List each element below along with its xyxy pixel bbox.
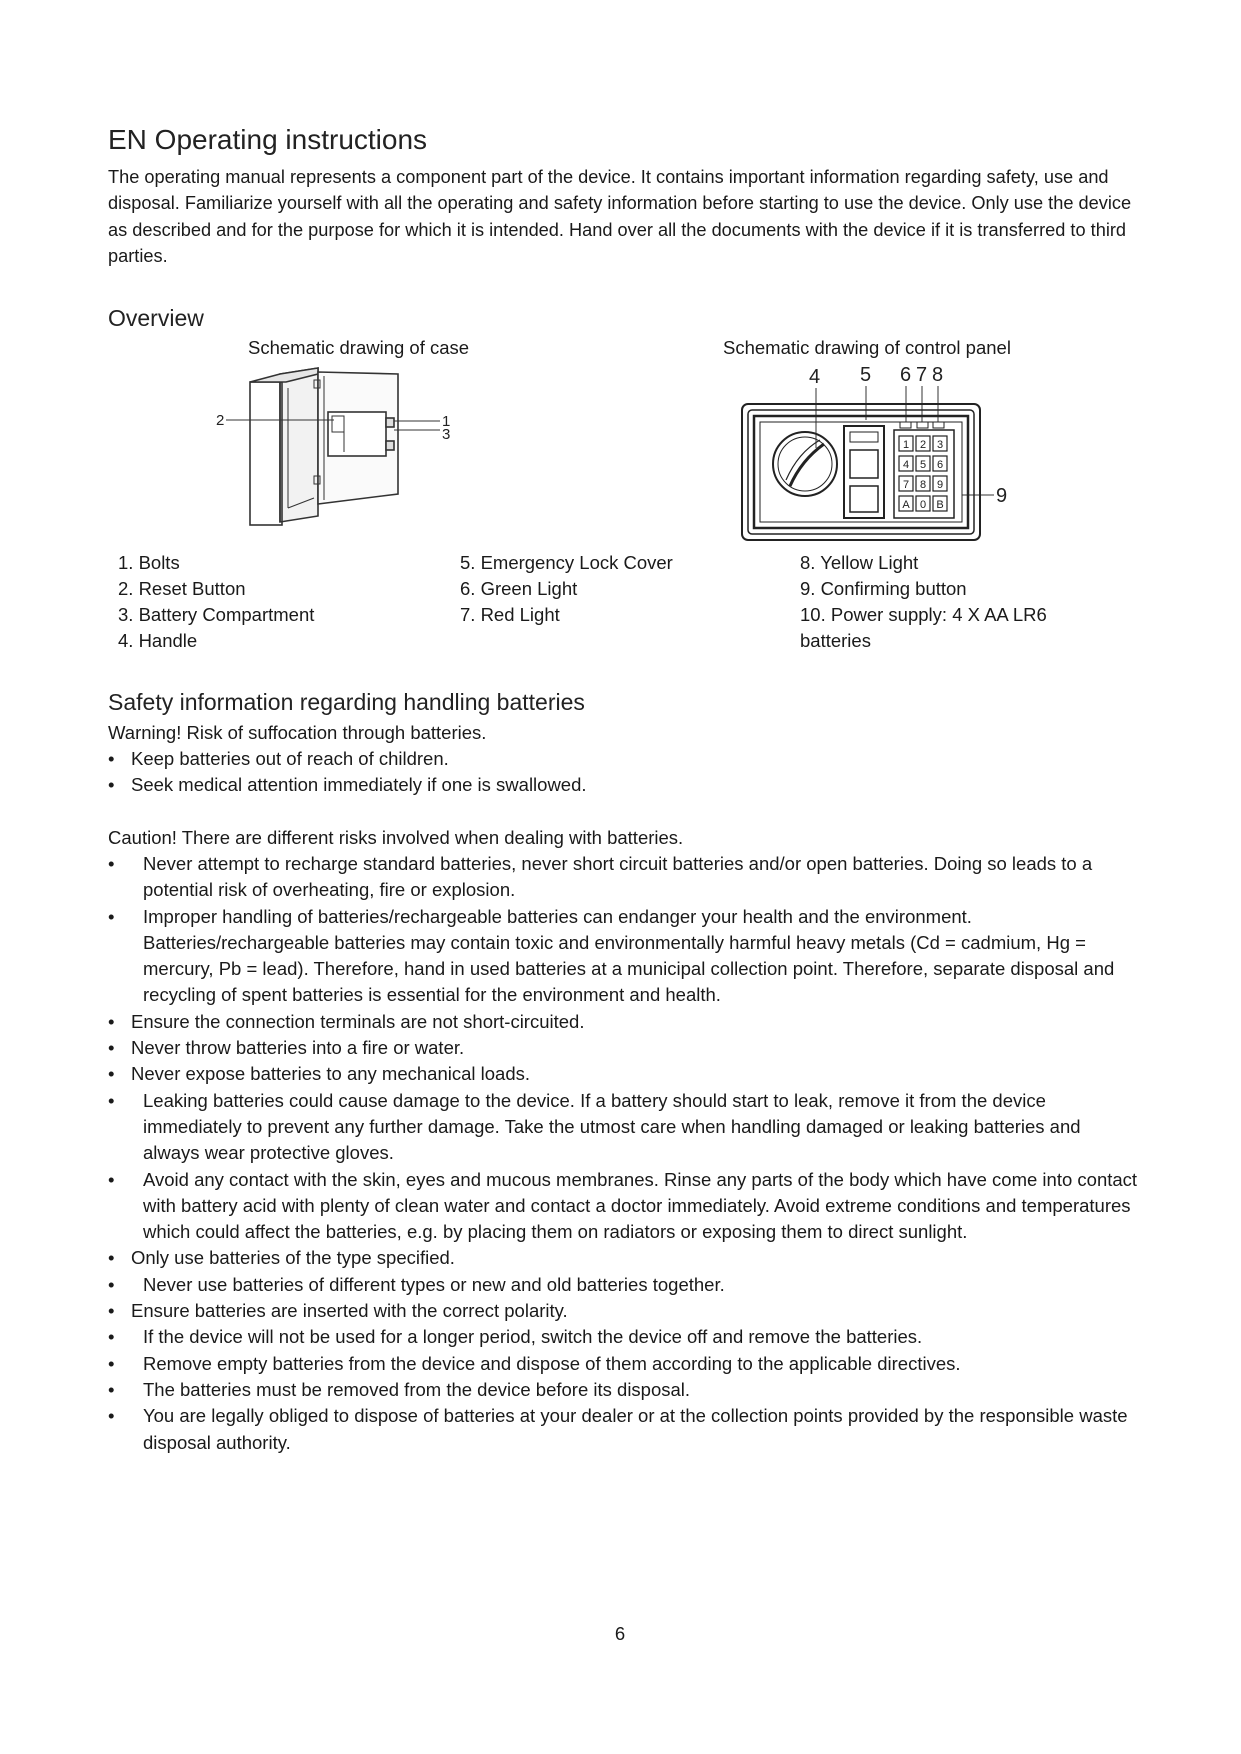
callout-6: 6: [900, 364, 912, 386]
keypad-key-label: 9: [936, 479, 944, 491]
legend-column-1: [118, 550, 314, 654]
keypad-key-label: 1: [902, 439, 910, 451]
list-item: • Seek medical attention immediately if one is swallowed.: [108, 774, 587, 796]
list-item: • Never attempt to recharge standard batteries, never short circuit batteries and/or open batteries. Doing so leads to a potential risk of overheating, fire or explosion.: [108, 853, 1093, 901]
legend-item-handle: 4. Handle: [118, 630, 198, 651]
keypad-key-label: 6: [936, 459, 944, 471]
control-panel-drawing: [740, 358, 1020, 548]
legend-item-reset-button: 2. Reset Button: [118, 578, 246, 599]
list-item: • If the device will not be used for a longer period, switch the device off and remove the batteries.: [108, 1326, 923, 1348]
list-item: • Improper handling of batteries/rechargeable batteries can endanger your health and the environment. Batteries/rechargeable batteries may contain toxic and environmentally harmful heavy metals (Cd = cadmium, Hg = mercury, Pb = lead). Therefore, hand in used batteries at a municipal collection point. Therefore, separate disposal and recycling of spent batteries is essential for the environment and health.: [108, 905, 1115, 1006]
legend-item-yellow-light: 8. Yellow Light: [800, 552, 919, 573]
keypad-key-label: 5: [919, 459, 927, 471]
list-item: • The batteries must be removed from the device before its disposal.: [108, 1378, 691, 1400]
legend-column-3: [800, 550, 1047, 654]
list-item: • Only use batteries of the type specified.: [108, 1247, 455, 1269]
keypad-key-label: 8: [919, 479, 927, 491]
callout-8: 8: [932, 364, 944, 386]
legend-item-red-light: 7. Red Light: [460, 604, 560, 625]
list-item: • Never throw batteries into a fire or water.: [108, 1037, 465, 1059]
control-panel-caption: Schematic drawing of control panel: [723, 337, 1011, 358]
keypad: [899, 436, 947, 511]
callout-7: 7: [916, 364, 928, 386]
list-item: • Never use batteries of different types or new and old batteries together.: [108, 1273, 725, 1295]
list-item: • Leaking batteries could cause damage to the device. If a battery should start to leak, remove it from the device immediately to prevent any further damage. Take the utmost care when handling damaged or leaking batteries and always wear protective gloves.: [108, 1089, 1081, 1164]
intro-paragraph: The operating manual represents a component part of the device. It contains important information regarding safety, use and disposal. Familiarize yourself with all the operating and safety information before starting to use the device. Only use the device as described and for the purpose for which it is intended. Hand over all the documents with the device if it is transferred to third parties.: [108, 167, 1132, 267]
list-item: • Keep batteries out of reach of children.: [108, 748, 449, 769]
callout-2: 2: [216, 412, 225, 429]
keypad-key-label: 7: [902, 479, 910, 491]
legend-item-emergency-lock-cover: 5. Emergency Lock Cover: [460, 552, 673, 573]
callout-9: 9: [996, 485, 1008, 507]
legend-item-confirming-button: 9. Confirming button: [800, 578, 967, 599]
keypad-key-label: 0: [919, 499, 927, 511]
list-item: • Ensure batteries are inserted with the correct polarity.: [108, 1300, 568, 1322]
keypad-key-label: 3: [936, 439, 944, 451]
page-number: 6: [614, 1623, 626, 1644]
list-item: • Ensure the connection terminals are not short-circuited.: [108, 1010, 585, 1032]
warning-list: [108, 746, 1138, 799]
case-drawing-caption: Schematic drawing of case: [248, 337, 470, 358]
keypad-key-label: B: [936, 499, 944, 511]
caution-line: Caution! There are different risks involved when dealing with batteries.: [108, 827, 684, 848]
keypad-key-label: A: [902, 499, 910, 511]
keypad-key-label: 2: [919, 439, 927, 451]
callout-3: 3: [442, 426, 451, 443]
callout-4: 4: [809, 366, 821, 388]
callout-1: 1: [442, 413, 451, 430]
legend-item-bolts: 1. Bolts: [118, 552, 180, 573]
legend-item-power-supply: 10. Power supply: 4 X AA LR6: [800, 604, 1047, 625]
safe-case-drawing: [216, 368, 528, 533]
list-item: • Avoid any contact with the skin, eyes and mucous membranes. Rinse any parts of the body which have come into contact with battery acid with plenty of clean water and contact a doctor immediately. Avoid extreme conditions and temperatures which could affect the batteries, e.g. by placing them on radiators or exposing them to direct sunlight.: [108, 1168, 1138, 1243]
overview-heading: Overview: [108, 305, 204, 331]
legend-item-power-supply-cont: batteries: [800, 630, 871, 651]
callout-5: 5: [860, 364, 872, 386]
page-title: EN Operating instructions: [108, 124, 428, 155]
caution-list: [108, 851, 1138, 1456]
safety-heading: Safety information regarding handling batteries: [108, 689, 585, 715]
warning-line: Warning! Risk of suffocation through batteries.: [108, 722, 487, 743]
list-item: • Remove empty batteries from the device and dispose of them according to the applicable directives.: [108, 1352, 961, 1374]
legend-item-battery-compartment: 3. Battery Compartment: [118, 604, 315, 625]
list-item: • Never expose batteries to any mechanical loads.: [108, 1063, 530, 1085]
legend-column-2: [460, 550, 673, 628]
keypad-key-label: 4: [902, 459, 910, 471]
legend-item-green-light: 6. Green Light: [460, 578, 578, 599]
list-item: • You are legally obliged to dispose of batteries at your dealer or at the collection points provided by the responsible waste disposal authority.: [108, 1405, 1128, 1453]
